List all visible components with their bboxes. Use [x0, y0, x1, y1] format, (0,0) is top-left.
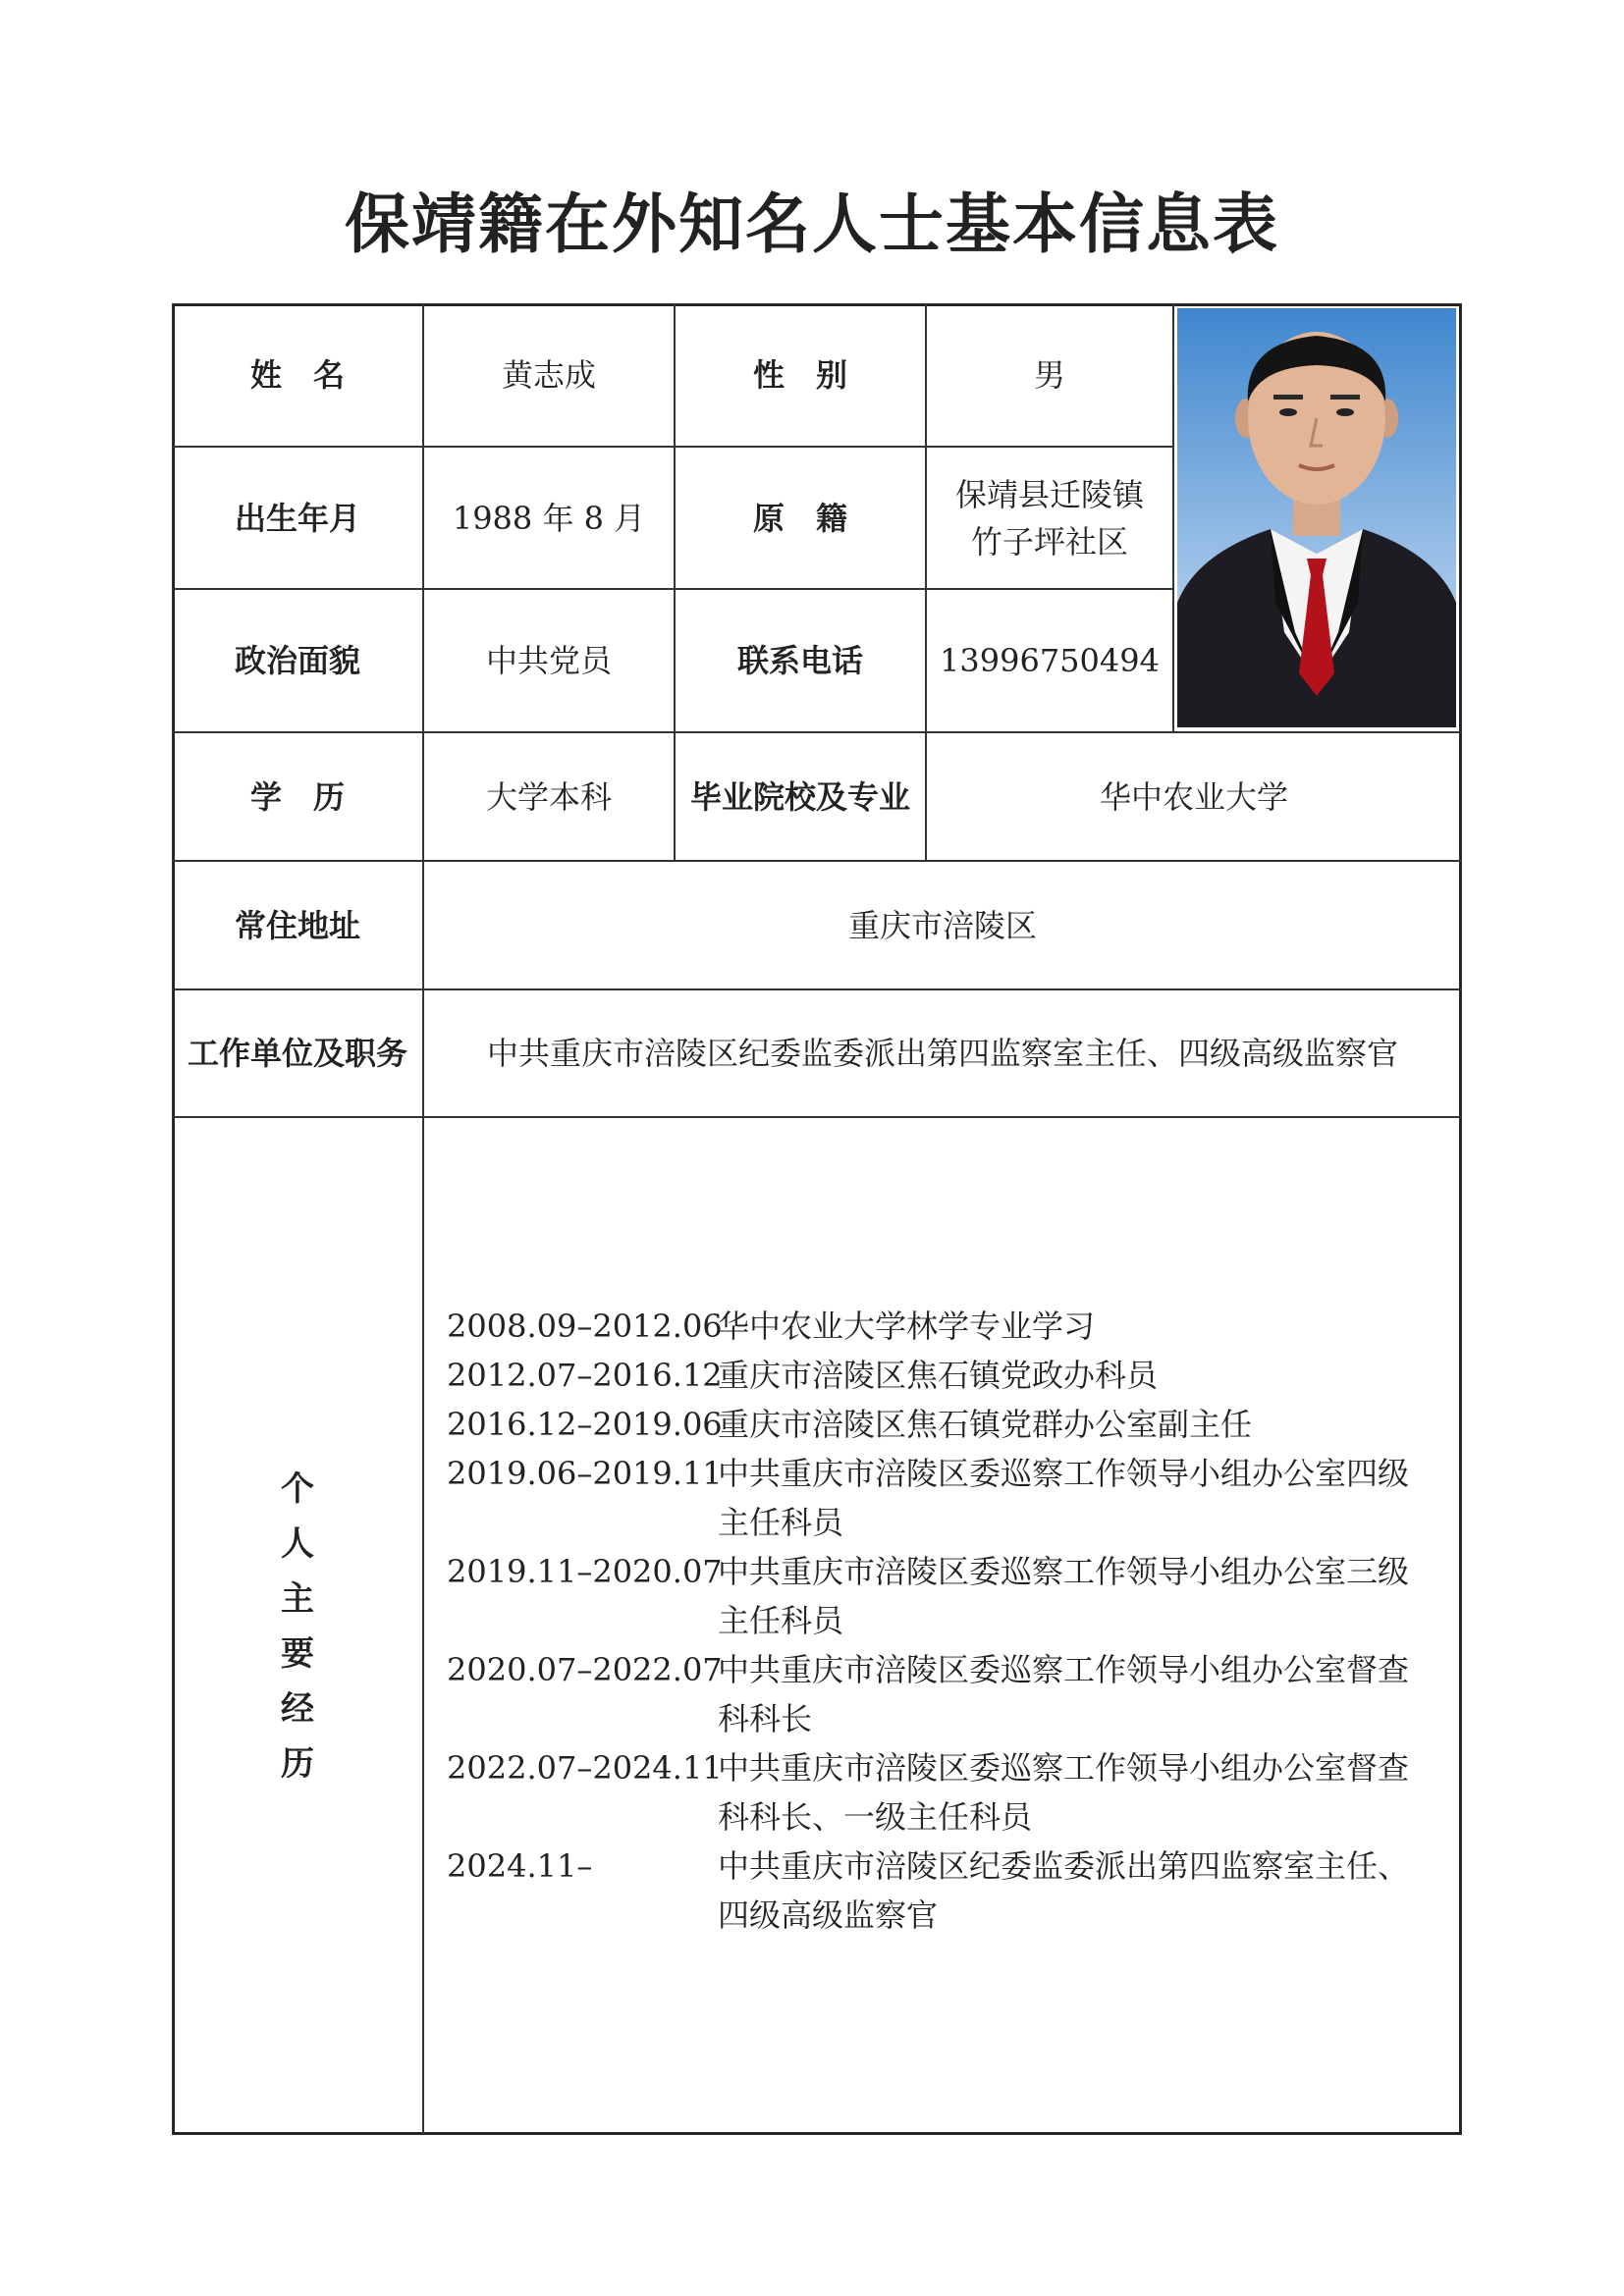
address-value: 重庆市涪陵区 [423, 861, 1462, 989]
experience-item [447, 1400, 1438, 1449]
experience-period: 2008.09–2012.06 [447, 1308, 723, 1345]
experience-desc: 重庆市涪陵区焦石镇党政办科员 [718, 1357, 1159, 1394]
gender-label: 性 别 [675, 303, 926, 447]
address-label: 常住地址 [172, 861, 423, 989]
school-label: 毕业院校及专业 [675, 732, 926, 861]
experience-period: 2016.12–2019.06 [447, 1406, 723, 1443]
name-value: 黄志成 [423, 303, 675, 447]
origin-value [926, 447, 1173, 589]
experience-item [447, 1351, 1438, 1400]
experience-label [172, 1117, 423, 2135]
experience-item [447, 1547, 1438, 1645]
school-value: 华中农业大学 [926, 732, 1462, 861]
experience-char: 要 [281, 1633, 314, 1674]
experience-period: 2024.11– [447, 1847, 593, 1885]
experience-char: 经 [281, 1688, 314, 1729]
experience-desc: 中共重庆市涪陵区纪委监委派出第四监察室主任、四级高级监察官 [718, 1847, 1410, 1934]
experience-desc: 中共重庆市涪陵区委巡察工作领导小组办公室四级主任科员 [718, 1455, 1410, 1541]
experience-list [447, 1302, 1438, 1940]
experience-char: 历 [281, 1743, 314, 1784]
name-label: 姓 名 [172, 303, 423, 447]
political-label: 政治面貌 [172, 589, 423, 732]
experience-desc: 中共重庆市涪陵区委巡察工作领导小组办公室督查科科长 [718, 1651, 1410, 1737]
experience-char: 人 [281, 1523, 314, 1564]
phone-label: 联系电话 [675, 589, 926, 732]
education-label: 学 历 [172, 732, 423, 861]
experience-item [447, 1449, 1438, 1547]
experience-char: 个 [281, 1468, 314, 1509]
portrait-photo [1177, 308, 1456, 727]
experience-item [447, 1842, 1438, 1940]
birth-label: 出生年月 [172, 447, 423, 589]
portrait-image [1177, 308, 1456, 727]
experience-period: 2022.07–2024.11 [447, 1749, 723, 1787]
experience-period: 2012.07–2016.12 [447, 1357, 723, 1394]
experience-desc: 中共重庆市涪陵区委巡察工作领导小组办公室督查科科长、一级主任科员 [718, 1749, 1410, 1836]
experience-item [447, 1645, 1438, 1743]
experience-period: 2019.11–2020.07 [447, 1553, 723, 1590]
political-value: 中共党员 [423, 589, 675, 732]
experience-desc: 重庆市涪陵区焦石镇党群办公室副主任 [718, 1406, 1253, 1443]
experience-desc: 华中农业大学林学专业学习 [718, 1308, 1096, 1345]
experience-item [447, 1743, 1438, 1842]
work-value: 中共重庆市涪陵区纪委监委派出第四监察室主任、四级高级监察官 [423, 989, 1462, 1117]
experience-desc: 中共重庆市涪陵区委巡察工作领导小组办公室三级主任科员 [718, 1553, 1410, 1639]
gender-value: 男 [926, 303, 1173, 447]
phone-value: 13996750494 [926, 589, 1173, 732]
experience-item [447, 1302, 1438, 1351]
origin-line-1: 保靖县迁陵镇 [954, 475, 1144, 513]
origin-label: 原 籍 [675, 447, 926, 589]
experience-char: 主 [281, 1578, 314, 1619]
birth-value: 1988 年 8 月 [423, 447, 675, 589]
education-value: 大学本科 [423, 732, 675, 861]
experience-period: 2020.07–2022.07 [447, 1651, 723, 1688]
page-title: 保靖籍在外知名人士基本信息表 [345, 186, 1279, 262]
work-label: 工作单位及职务 [172, 989, 423, 1117]
origin-line-2: 竹子坪社区 [970, 522, 1128, 561]
experience-period: 2019.06–2019.11 [447, 1455, 723, 1492]
